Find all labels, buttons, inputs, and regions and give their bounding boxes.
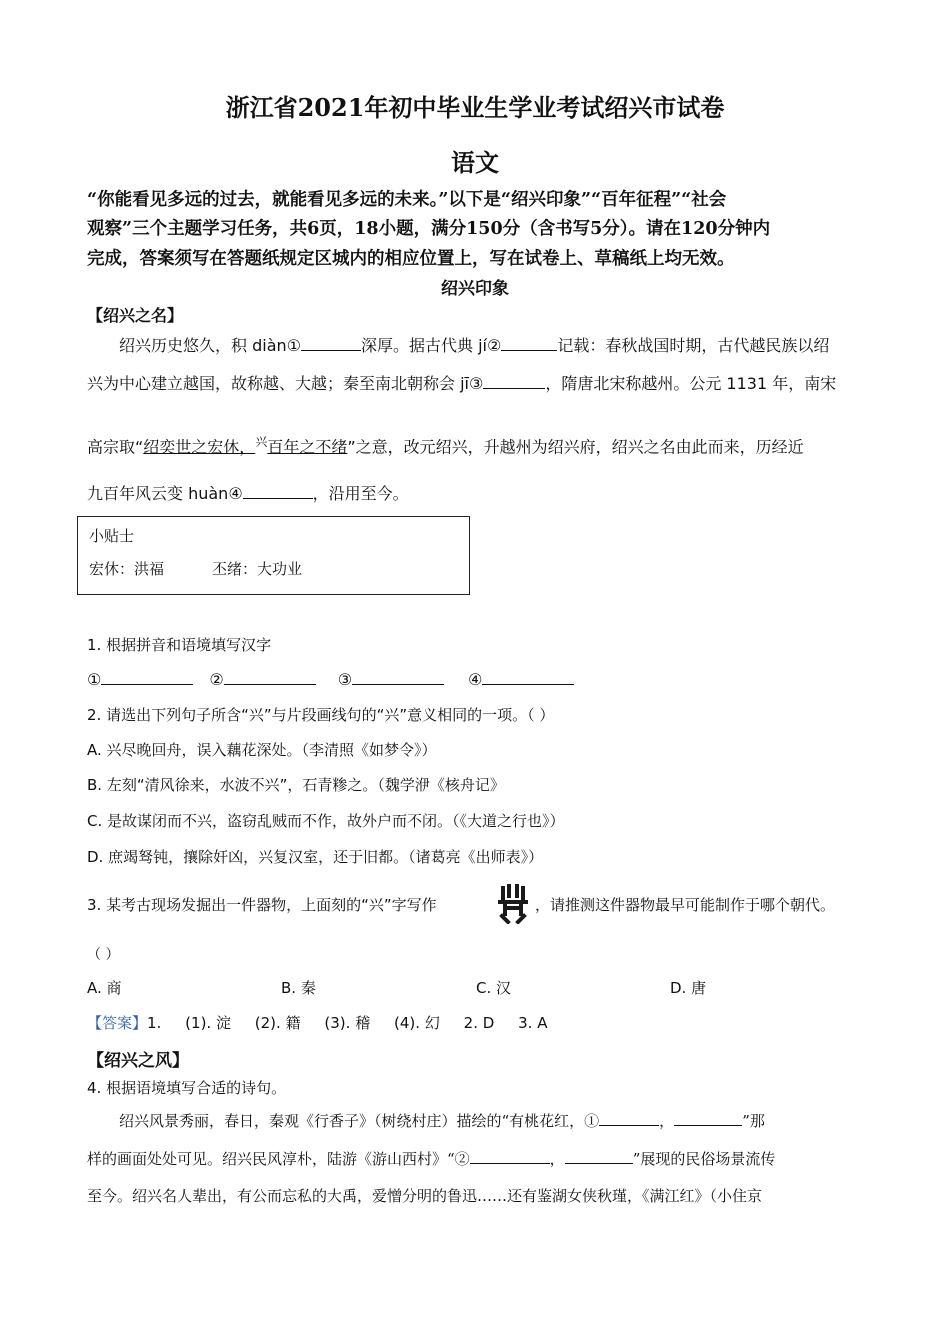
question-2-option-c[interactable]: C. 是故谋闭而不兴，盗窃乱贼而不作，故外户而不闭。（《大道之行也》） bbox=[87, 812, 565, 830]
blank-label-2: ② bbox=[209, 670, 224, 689]
section-heading: 绍兴印象 bbox=[441, 279, 509, 299]
question-2-stem: 2. 请选出下列句子所含“兴”与片段画线句的“兴”意义相同的一项。（ ） bbox=[87, 706, 555, 724]
q4-text: ”展现的民俗场景流传 bbox=[632, 1150, 776, 1168]
blank-3[interactable] bbox=[483, 374, 545, 389]
ancient-xing-glyph-image bbox=[496, 884, 530, 924]
passage-text: 绍兴历史悠久，积 diàn① bbox=[119, 336, 301, 355]
blank-label-3: ③ bbox=[337, 670, 353, 689]
passage-line-4 bbox=[87, 481, 409, 504]
passage-text: 记载：春秋战国时期，古代越民族以绍 bbox=[557, 336, 830, 355]
underlined-phrase-1: 绍奕世之宏休， bbox=[143, 437, 256, 457]
underlined-phrase-2: 百年之不绪 bbox=[267, 437, 348, 457]
q4-text: ， bbox=[549, 1150, 565, 1168]
q4-line-2 bbox=[87, 1148, 775, 1169]
subsection-name: 【绍兴之名】 bbox=[87, 306, 184, 325]
passage-line-1 bbox=[119, 333, 829, 356]
passage-text: ，隋唐北宋称越州。公元 1131 年，南宋 bbox=[545, 374, 837, 393]
blank-1[interactable] bbox=[301, 336, 361, 351]
tips-title: 小贴士 bbox=[89, 527, 135, 545]
answer-line bbox=[87, 1012, 547, 1033]
intro-line-2: 观察”三个主题学习任务，共6页，18小题，满分150分（含书写5分）。请在120分钟内 bbox=[87, 219, 771, 239]
tips-item-1: 宏休：洪福 bbox=[89, 560, 165, 578]
answer-blank-1[interactable] bbox=[101, 670, 193, 685]
question-3-option-c[interactable]: C. 汉 bbox=[476, 979, 512, 997]
q4-text: 样的画面处处可见。绍兴民风淳朴，陆游《游山西村》“② bbox=[87, 1150, 470, 1168]
tips-box bbox=[77, 516, 470, 595]
q4-text: ， bbox=[659, 1112, 675, 1130]
question-2-option-b[interactable]: B. 左刻“清风徐来，水波不兴”，石青糁之。（魏学洢《核舟记》 bbox=[87, 776, 505, 794]
question-3-stem-b: ，请推测这件器物最早可能制作于哪个朝代。 bbox=[535, 896, 836, 914]
question-1-stem: 1. 根据拼音和语境填写汉字 bbox=[87, 636, 272, 654]
passage-text: ”之意，改元绍兴，升越州为绍兴府，绍兴之名由此而来，历经近 bbox=[347, 437, 804, 457]
tips-item-2: 丕绪：大功业 bbox=[212, 560, 303, 578]
exam-title: 浙江省2021年初中毕业生学业考试绍兴市试卷 bbox=[225, 93, 725, 122]
question-4-stem: 4. 根据语境填写合适的诗句。 bbox=[87, 1079, 287, 1097]
intro-line-3: 完成，答案须写在答题纸规定区城内的相应位置上，写在试卷上、草稿纸上均无效。 bbox=[87, 249, 735, 269]
answer-blank-2[interactable] bbox=[224, 670, 316, 685]
blank-2[interactable] bbox=[501, 336, 557, 351]
blank-label-4: ④ bbox=[468, 670, 483, 689]
poem-blank-2a[interactable] bbox=[470, 1149, 550, 1164]
question-2-option-a[interactable]: A. 兴尽晚回舟，误入藕花深处。（李清照《如梦令》） bbox=[87, 741, 437, 759]
subsection-wind: 【绍兴之风】 bbox=[87, 1051, 189, 1071]
intro-line-1: “你能看见多远的过去，就能看见多远的未来。”以下是“绍兴印象”“百年征程”“社会 bbox=[87, 190, 727, 210]
question-3-option-d[interactable]: D. 唐 bbox=[670, 979, 707, 997]
passage-line-3 bbox=[87, 433, 804, 457]
passage-text: 兴为中心建立越国，故称越、大越；秦至南北朝称会 jī③ bbox=[87, 374, 484, 393]
q4-line-3: 至今。绍兴名人辈出，有公而忘私的大禹，爱憎分明的鲁迅……还有鉴湖女侠秋瑾，《满江红》（小住京 bbox=[87, 1187, 763, 1205]
passage-text: ，沿用至今。 bbox=[312, 484, 409, 503]
blank-4[interactable] bbox=[243, 484, 313, 499]
answer-text: 1. (1). 淀 (2). 籍 (3). 稽 (4). 幻 2. D 3. A bbox=[147, 1014, 548, 1032]
poem-blank-1b[interactable] bbox=[674, 1111, 742, 1126]
passage-line-2 bbox=[87, 371, 836, 394]
question-3-paren: （ ） bbox=[87, 947, 120, 963]
question-3-option-a[interactable]: A. 商 bbox=[87, 979, 122, 997]
answer-tag: 【答案】 bbox=[87, 1014, 148, 1032]
question-2-option-d[interactable]: D. 庶竭驽钝，攘除奸凶，兴复汉室，还于旧都。（诸葛亮《出师表》） bbox=[87, 848, 544, 866]
answer-blanks-row bbox=[87, 670, 574, 689]
passage-text: 兴 bbox=[255, 435, 268, 449]
answer-blank-3[interactable] bbox=[352, 670, 444, 685]
poem-blank-1a[interactable] bbox=[599, 1111, 659, 1126]
answer-blank-4[interactable] bbox=[482, 670, 574, 685]
question-3-option-b[interactable]: B. 秦 bbox=[281, 979, 316, 997]
poem-blank-2b[interactable] bbox=[565, 1149, 633, 1164]
q4-text: ”那 bbox=[742, 1112, 765, 1130]
passage-text: 九百年风云变 huàn④ bbox=[87, 484, 243, 503]
passage-text: 深厚。据古代典 jí② bbox=[360, 336, 502, 355]
blank-label-1: ① bbox=[87, 670, 102, 689]
question-3-stem-a: 3. 某考古现场发掘出一件器物，上面刻的“兴”字写作 bbox=[87, 896, 437, 914]
passage-text: 高宗取“ bbox=[87, 437, 144, 457]
q4-line-1 bbox=[119, 1110, 765, 1131]
subject-title: 语文 bbox=[451, 148, 499, 177]
q4-text: 绍兴风景秀丽，春日，秦观《行香子》（树绕村庄）描绘的“有桃花红，① bbox=[119, 1112, 600, 1130]
